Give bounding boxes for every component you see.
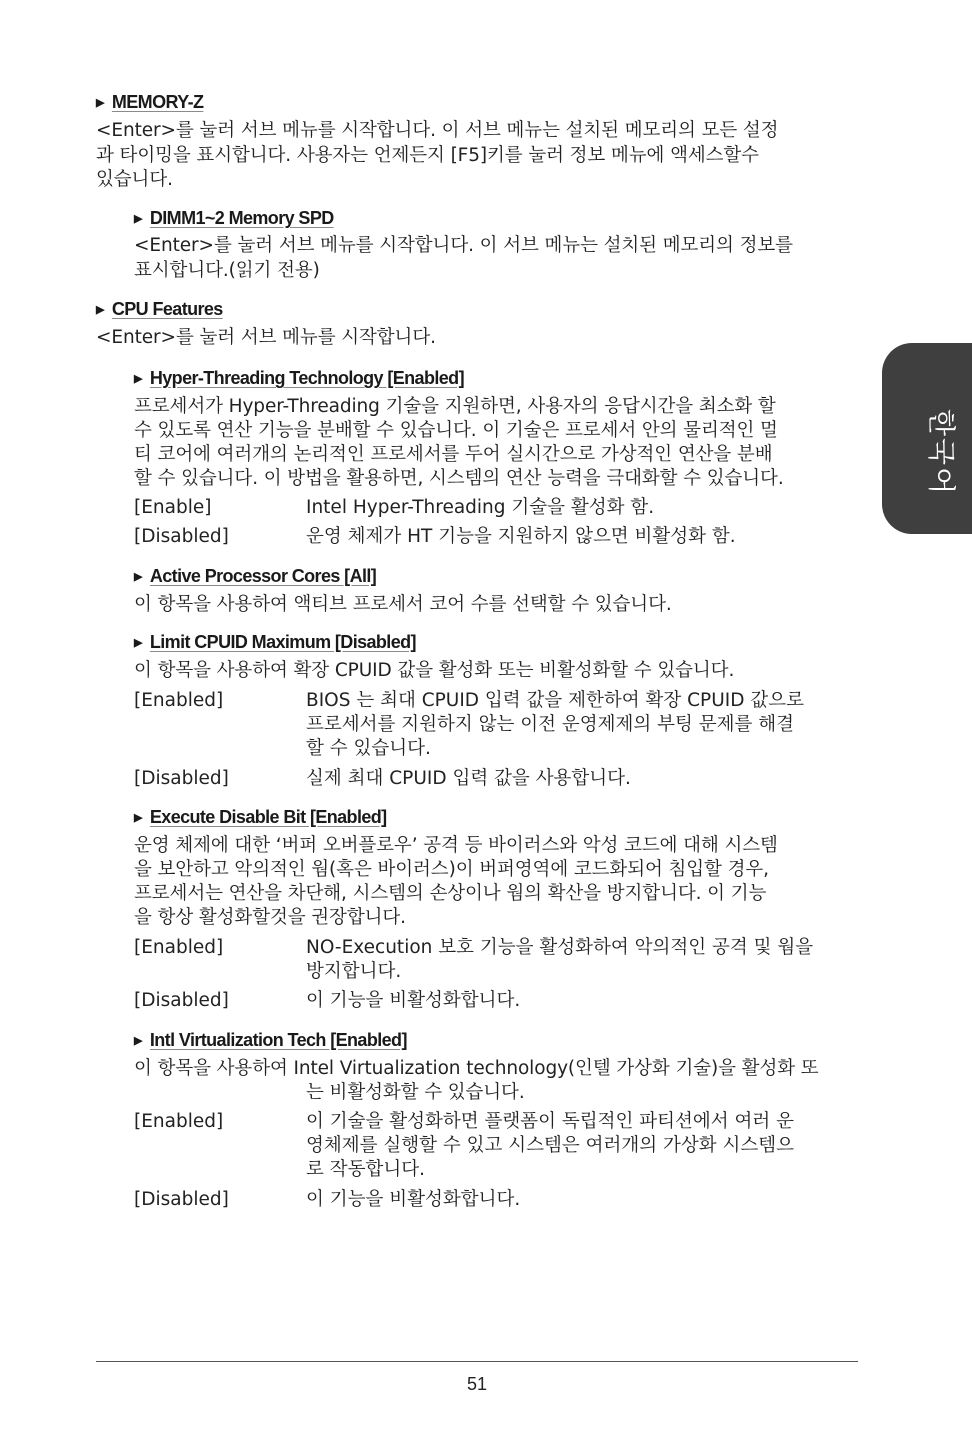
section-heading-memory-z: ▶ MEMORY-Z — [96, 92, 204, 112]
option-key: [Disabled] — [134, 1189, 229, 1210]
option-key: [Disabled] — [134, 990, 229, 1011]
option-description: 이 기술을 활성화하면 플랫폼이 독립적인 파티션에서 여러 운 — [306, 1111, 794, 1132]
section-heading-cpu-features: ▶ CPU Features — [96, 299, 223, 319]
triangle-bullet-icon: ▶ — [134, 213, 142, 225]
hyper-threading-line-1: 프로세서가 Hyper-Threading 기술을 지원하면, 사용자의 응답시간을 최소화 할 — [134, 396, 776, 417]
page-number: 51 — [466, 1374, 488, 1394]
execute-disable-line-4: 을 항상 활성화할것을 권장합니다. — [134, 907, 406, 928]
active-cores-line-1: 이 항목을 사용하여 액티브 프로세서 코어 수를 선택할 수 있습니다. — [134, 594, 672, 615]
option-key: [Enabled] — [134, 1111, 224, 1132]
option-description: 실제 최대 CPUID 입력 값을 사용합니다. — [306, 768, 631, 789]
option-key: [Disabled] — [134, 768, 229, 789]
section-heading-virtualization: ▶ Intl Virtualization Tech [Enabled] — [134, 1030, 407, 1050]
cpu-features-line-1: <Enter>를 눌러 서브 메뉴를 시작합니다. — [96, 327, 436, 348]
option-description: 영체제를 실행할 수 있고 시스템은 여러개의 가상화 시스템으 — [306, 1135, 794, 1156]
option-key: [Enabled] — [134, 690, 224, 711]
option-key: [Disabled] — [134, 526, 229, 547]
execute-disable-line-1: 운영 체제에 대한 ‘버퍼 오버플로우’ 공격 등 바이러스와 악성 코드에 대해 시스템 — [134, 835, 778, 856]
execute-disable-line-2: 을 보안하고 악의적인 웜(혹은 바이러스)이 버퍼영역에 코드화되어 침입할 경우, — [134, 859, 769, 880]
dimm-spd-line-2: 표시합니다.(읽기 전용) — [134, 260, 320, 281]
section-heading-limit-cpuid: ▶ Limit CPUID Maximum [Disabled] — [134, 632, 416, 652]
triangle-bullet-icon: ▶ — [134, 571, 142, 583]
option-description: 이 기능을 비활성화합니다. — [306, 990, 521, 1011]
execute-disable-line-3: 프로세서는 연산을 차단해, 시스템의 손상이나 웜의 확산을 방지합니다. 이 기능 — [134, 883, 767, 904]
option-description: BIOS 는 최대 CPUID 입력 값을 제한하여 확장 CPUID 값으로 — [306, 690, 804, 711]
option-description: NO-Execution 보호 기능을 활성화하여 악의적인 공격 및 웜을 — [306, 937, 814, 958]
memory-z-line-3: 있습니다. — [96, 169, 173, 190]
limit-cpuid-line-1: 이 항목을 사용하여 확장 CPUID 값을 활성화 또는 비활성화할 수 있습니다. — [134, 660, 735, 681]
option-key: [Enable] — [134, 497, 212, 518]
option-description: 운영 체제가 HT 기능을 지원하지 않으면 비활성화 함. — [306, 526, 736, 547]
memory-z-line-2: 과 타이밍을 표시합니다. 사용자는 언제든지 [F5]키를 눌러 정보 메뉴에 액세스할수 — [96, 145, 759, 166]
section-heading-dimm-spd: ▶ DIMM1~2 Memory SPD — [134, 208, 334, 228]
section-heading-active-cores: ▶ Active Processor Cores [All] — [134, 566, 377, 586]
option-description: 로 작동합니다. — [306, 1159, 425, 1180]
virtualization-line-1: 이 항목을 사용하여 Intel Virtualization technology(인텔 가상화 기술)을 활성화 또 — [134, 1058, 819, 1079]
option-description: 프로세서를 지원하지 않는 이전 운영제제의 부팅 문제를 해결 — [306, 714, 794, 735]
triangle-bullet-icon: ▶ — [134, 1035, 142, 1047]
triangle-bullet-icon: ▶ — [96, 304, 104, 316]
option-description: 이 기능을 비활성화합니다. — [306, 1189, 521, 1210]
footer-divider — [96, 1361, 858, 1362]
option-description: 할 수 있습니다. — [306, 738, 431, 759]
dimm-spd-line-1: <Enter>를 눌러 서브 메뉴를 시작합니다. 이 서브 메뉴는 설치된 메모리의 정보를 — [134, 235, 793, 256]
hyper-threading-line-4: 할 수 있습니다. 이 방법을 활용하면, 시스템의 연산 능력을 극대화할 수 있습니다. — [134, 468, 784, 489]
triangle-bullet-icon: ▶ — [96, 97, 104, 109]
triangle-bullet-icon: ▶ — [134, 373, 142, 385]
triangle-bullet-icon: ▶ — [134, 812, 142, 824]
option-description: 방지합니다. — [306, 961, 402, 982]
hyper-threading-line-2: 수 있도록 연산 기능을 분배할 수 있습니다. 이 기술은 프로세서 안의 물리적인 멀 — [134, 420, 778, 441]
hyper-threading-line-3: 티 코어에 여러개의 논리적인 프로세서를 두어 실시간으로 가상적인 연산을 분배 — [134, 444, 773, 465]
virtualization-line-2: 는 비활성화할 수 있습니다. — [306, 1082, 525, 1103]
section-heading-execute-disable: ▶ Execute Disable Bit [Enabled] — [134, 807, 387, 827]
triangle-bullet-icon: ▶ — [134, 637, 142, 649]
section-heading-hyper-threading: ▶ Hyper-Threading Technology [Enabled] — [134, 368, 464, 388]
language-side-tab-label: 한국어 — [925, 409, 958, 497]
memory-z-line-1: <Enter>를 눌러 서브 메뉴를 시작합니다. 이 서브 메뉴는 설치된 메모리의 모든 설정 — [96, 120, 779, 141]
option-description: Intel Hyper-Threading 기술을 활성화 함. — [306, 497, 655, 518]
option-key: [Enabled] — [134, 937, 224, 958]
